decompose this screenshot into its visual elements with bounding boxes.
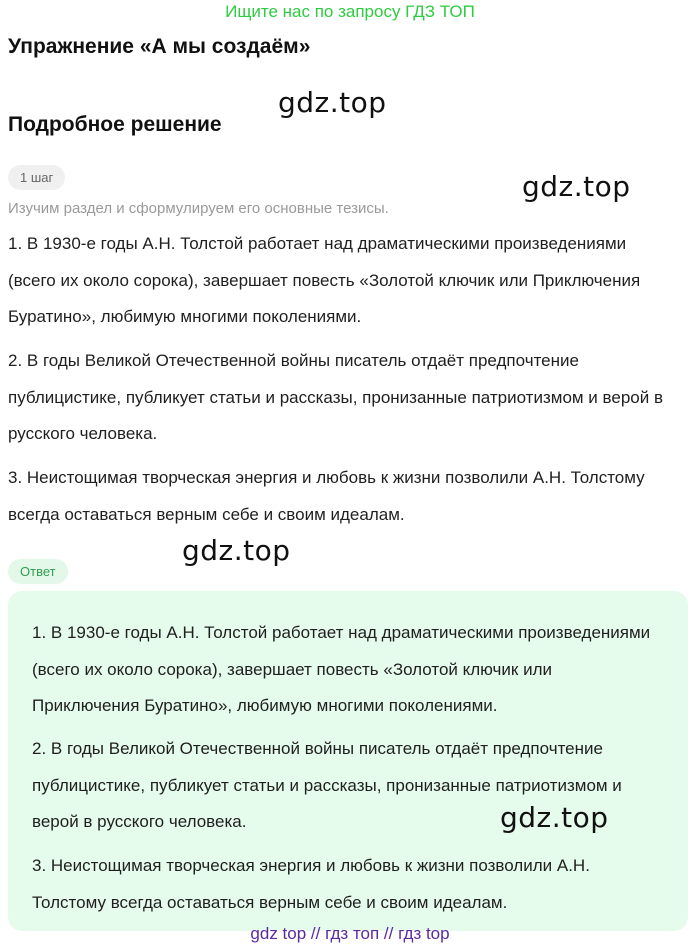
step-badge: 1 шаг xyxy=(8,165,65,190)
watermark: gdz.top xyxy=(500,801,609,834)
search-banner: Ищите нас по запросу ГДЗ ТОП xyxy=(225,2,475,21)
footer-links[interactable]: gdz top // гдз топ // гдз top xyxy=(250,924,450,943)
watermark: gdz.top xyxy=(182,534,291,567)
solution-paragraph: 3. Неистощимая творческая энергия и любовь к жизни позволили А.Н. Толстому всегда оставаться верным себе и своим идеалам. xyxy=(8,468,645,524)
watermark: gdz.top xyxy=(522,170,631,203)
solution-paragraph: 2. В годы Великой Отечественной войны писатель отдаёт предпочтение публицистике, публикует статьи и рассказы, пронизанные патриотизмом и верой в русского человека. xyxy=(8,351,663,443)
page-title: Упражнение «А мы создаём» xyxy=(8,35,311,58)
answer-paragraph: 3. Неистощимая творческая энергия и любовь к жизни позволили А.Н. Толстому всегда оставаться верным себе и своим идеалам. xyxy=(32,856,590,912)
answer-paragraph: 2. В годы Великой Отечественной войны писатель отдаёт предпочтение публицистике, публикует статьи и рассказы, пронизанные патриотизмом и верой в русского человека. xyxy=(32,739,622,831)
step-intro: Изучим раздел и сформулируем его основные тезисы. xyxy=(8,200,389,217)
answer-badge: Ответ xyxy=(8,559,68,584)
solution-paragraph: 1. В 1930-е годы А.Н. Толстой работает над драматическими произведениями (всего их около сорока), завершает повесть «Золотой ключик или Приключения Буратино», любимую многими поколениями. xyxy=(8,234,641,326)
answer-paragraph: 1. В 1930-е годы А.Н. Толстой работает над драматическими произведениями (всего их около сорока), завершает повесть «Золотой ключик или Приключения Буратино», любимую многими поколениями. xyxy=(32,623,651,715)
solution-heading: Подробное решение xyxy=(8,113,222,136)
watermark: gdz.top xyxy=(278,86,387,119)
